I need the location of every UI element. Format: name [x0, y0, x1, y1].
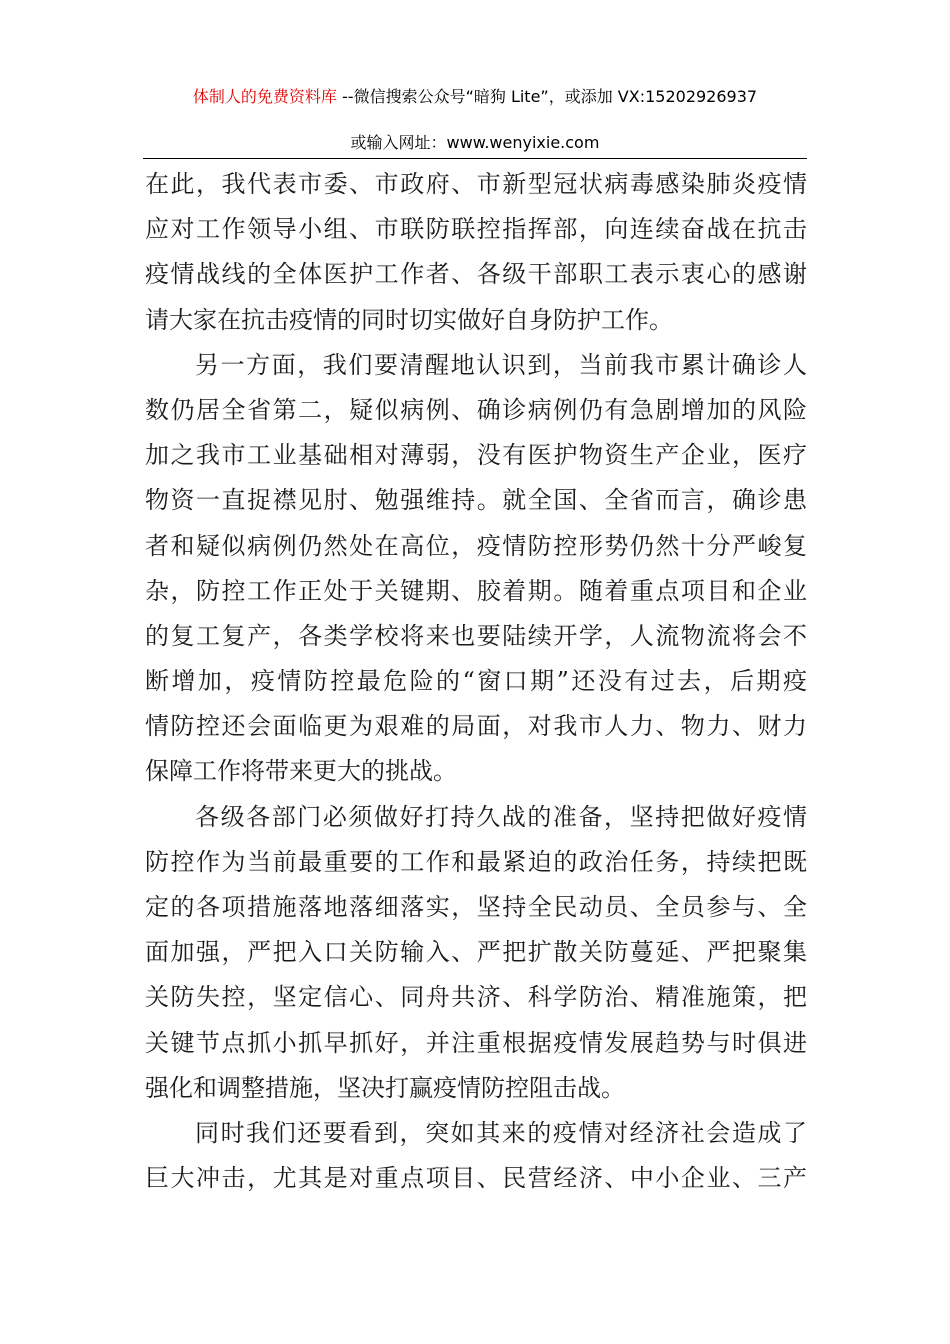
body-line: 请大家在抗击疫情的同时切实做好自身防护工作。	[145, 305, 673, 334]
body-line: 物资一直捉襟见肘、勉强维持。就全国、全省而言，确诊患	[145, 486, 807, 515]
body-line: 关防失控，坚定信心、同舟共济、科学防治、精准施策，把	[145, 983, 807, 1012]
body-line: 者和疑似病例仍然处在高位，疫情防控形势仍然十分严峻复	[145, 531, 807, 560]
body-line: 巨大冲击，尤其是对重点项目、民营经济、中小企业、三产	[145, 1164, 807, 1193]
body-line: 保障工作将带来更大的挑战。	[145, 757, 457, 786]
body-line: 在此，我代表市委、市政府、市新型冠状病毒感染肺炎疫情	[145, 170, 807, 198]
paragraph-first-line: 各级各部门必须做好打持久战的准备，坚持把做好疫情	[195, 802, 807, 831]
body-line: 强化和调整措施，坚决打赢疫情防控阻击战。	[145, 1073, 625, 1102]
body-line: 定的各项措施落地落细落实，坚持全民动员、全员参与、全	[145, 893, 807, 921]
header-divider	[143, 158, 807, 159]
website-line: 或输入网址：www.wenyixie.com	[350, 133, 600, 152]
body-line: 的复工复产，各类学校将来也要陆续开学，人流物流将会不	[145, 621, 807, 650]
paragraph-first-line: 另一方面，我们要清醒地认识到，当前我市累计确诊人	[195, 350, 807, 379]
library-name: 体制人的免费资料库	[192, 87, 337, 106]
promo-text: --微信搜索公众号“暗狗 Lite”，或添加 VX:15202926937	[336, 87, 758, 106]
body-line: 关键节点抓小抓早抓好，并注重根据疫情发展趋势与时俱进	[145, 1028, 807, 1057]
body-line: 情防控还会面临更为艰难的局面，对我市人力、物力、财力	[145, 712, 807, 741]
body-line: 杂，防控工作正处于关键期、胶着期。随着重点项目和企业	[145, 576, 807, 605]
body-line: 面加强，严把入口关防输入、严把扩散关防蔓延、严把聚集	[145, 938, 807, 967]
paragraph-first-line: 同时我们还要看到，突如其来的疫情对经济社会造成了	[195, 1118, 807, 1147]
body-line: 应对工作领导小组、市联防联控指挥部，向连续奋战在抗击	[145, 215, 807, 244]
body-line: 疫情战线的全体医护工作者、各级干部职工表示衷心的感谢	[145, 260, 807, 289]
body-line: 加之我市工业基础相对薄弱，没有医护物资生产企业，医疗	[145, 441, 807, 470]
body-line: 防控作为当前最重要的工作和最紧迫的政治任务，持续把既	[145, 847, 807, 876]
body-line: 断增加，疫情防控最危险的“窗口期”还没有过去，后期疫	[145, 667, 807, 696]
body-line: 数仍居全省第二，疑似病例、确诊病例仍有急剧增加的风险	[145, 395, 807, 424]
page-header	[0, 84, 950, 110]
document-body	[145, 162, 807, 1201]
